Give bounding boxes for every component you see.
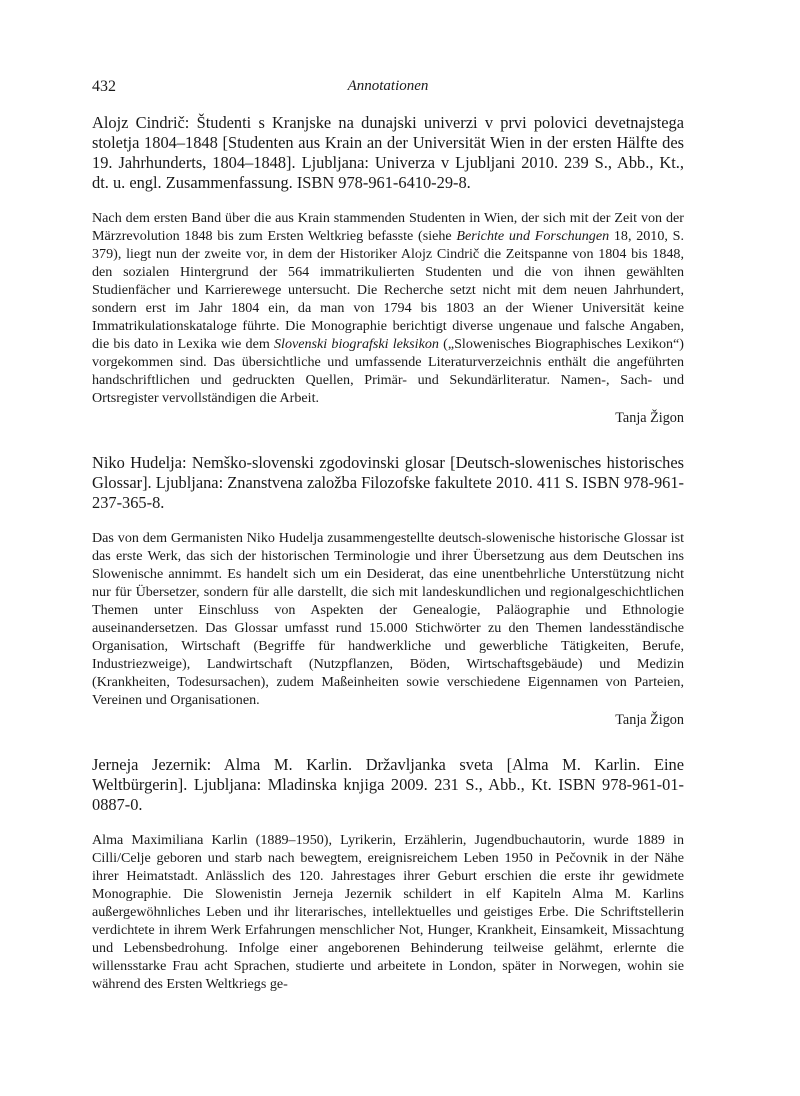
entry-body: Alma Maximiliana Karlin (1889–1950), Lyrikerin, Erzählerin, Jugendbuchautorin, wurde 1889 in Cilli/Celje geboren und starb nach bewegtem, ereignisreichem Leben 1950 in Pečovnik in der Nähe ihrer Heimatstadt. Anlässlich des 120. Jahrestages ihrer Geburt erschien die erste ihr gewidmete Monographie. Die Slowenistin Jerneja Jezernik schildert in elf Kapiteln Alma M. Karlins außergewöhnliches Leben und ihr literarisches, intellektuelles und geistiges Erbe. Die Schriftstellerin verdichtete in ihrem Werk Erfahrungen menschlicher Not, Hunger, Krankheit, Einsamkeit, Missachtung und Lebensbedrohung. Infolge einer angeborenen Behinderung teilweise gelähmt, erlernte die willensstarke Frau acht Sprachen, studierte und arbeitete in London, später in Norwegen, wohin sie während des Ersten Weltkriegs ge- (92, 832, 684, 992)
journal-title: Berichte und Forschungen (456, 228, 610, 244)
reviewer-name: Tanja Žigon (615, 712, 684, 728)
page-number: 432 (92, 78, 116, 95)
review-entry-2 (92, 453, 684, 729)
running-head: Annotationen (347, 78, 429, 94)
body-text: 18, 2010, S. 379), liegt nun der zweite vor, in dem der Historiker Alojz Cindrič die Zeitspanne von 1804 bis 1848, den sozialen Hintergrund der 564 immatrikulierten Studenten und die von ihnen gewählten Studienfächer und Karrierewege untersucht. Die Recherche setzt nicht mit dem neuen Jahrhundert, sondern erst im Jahr 1804 ein, da man von 1794 bis 1803 an der Wiener Universität keine Immatrikulationskataloge führte. Die Monographie berichtigt diverse ungenaue und falsche Angaben, die bis dato in Lexika wie dem (92, 228, 685, 352)
entry-title: Alojz Cindrič: Študenti s Kranjske na dunajski univerzi v prvi polovici devetnajstega stoletja 1804–1848 [Studenten aus Krain an der Universität Wien in der ersten Hälfte des 19. Jahrhunderts, 1804–1848]. Ljubljana: Univerza v Ljubljani 2010. 239 S., Abb., Kt., dt. u. engl. Zusammenfassung. ISBN 978-961-6410-29-8. (92, 113, 684, 192)
body-text: („Slowenisches Biographisches Lexikon“) vorgekommen sind. Das übersichtliche und umfassende Literaturverzeichnis enthält die angeführten handschriftlichen und gedruckten Quellen, Primär- und Sekundärliteratur. Namen-, Sach- und Ortsregister vervollständigen die Arbeit. (92, 336, 684, 406)
entry-title: Jerneja Jezernik: Alma M. Karlin. Državljanka sveta [Alma M. Karlin. Eine Weltbürgerin]. Ljubljana: Mladinska knjiga 2009. 231 S., Abb., Kt. ISBN 978-961-01-0887-0. (92, 755, 684, 814)
entry-body: Das von dem Germanisten Niko Hudelja zusammengestellte deutsch-slowenische historische Glossar ist das erste Werk, das sich der historischen Terminologie und ihrer Übersetzung aus dem Deutschen ins Slowenische annimmt. Es handelt sich um ein Desiderat, das eine unentbehrliche Unterstützung nicht nur für Übersetzer, sondern für alle darstellt, die sich mit landeskundlichen und regionalgeschichtlichen Themen unter Einschluss von Aspekten der Genealogie, Paläographie und Ethnologie auseinandersetzen. Das Glossar umfasst rund 15.000 Stichwörter zu den Themen landesständische Organisation, Wirtschaft (Begriffe für handwerkliche und gewerbliche Tätigkeiten, Berufe, Industriezweige), Landwirtschaft (Nutzpflanzen, Böden, Wirtschaftsgebäude) und Medizin (Krankheiten, Todesursachen), zudem Maßeinheiten sowie verschiedene Eigennamen von Parteien, Vereinen und Organisationen. (92, 530, 684, 708)
body-text: Nach dem ersten Band über die aus Krain stammenden Studenten in Wien, der sich mit der Zeit von der Märzrevolution 1848 bis zum Ersten Weltkrieg befasste (siehe (92, 210, 684, 244)
review-entry-3 (92, 755, 684, 993)
page-header (92, 78, 684, 100)
content (92, 113, 684, 1019)
entry-title: Niko Hudelja: Nemško-slovenski zgodovinski glosar [Deutsch-slowenisches historisches Glossar]. Ljubljana: Znanstvena založba Filozofske fakultete 2010. 411 S. ISBN 978-961-237-365-8. (92, 453, 684, 512)
lexicon-title: Slovenski biografski leksikon (273, 336, 439, 352)
review-entry-1 (92, 113, 684, 427)
entry-body (92, 209, 684, 407)
reviewer-name: Tanja Žigon (615, 410, 684, 426)
